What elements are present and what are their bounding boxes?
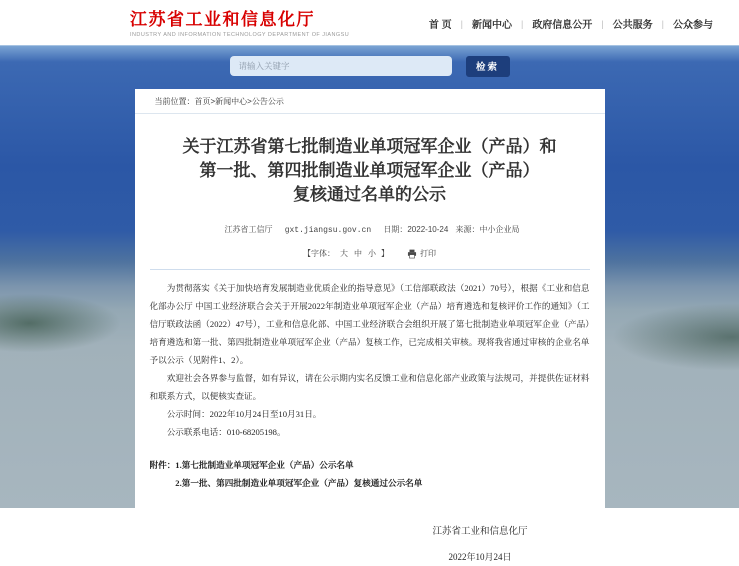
article-date-value: 2022-10-24: [407, 225, 449, 234]
attachment-line: [150, 456, 590, 474]
site-logo-subtitle: INDUSTRY AND INFORMATION TECHNOLOGY DEPARTMENT OF JIANGSU: [130, 31, 350, 38]
main-nav: [429, 16, 713, 31]
nav-separator: |: [520, 18, 524, 29]
nav-item-public-service[interactable]: 公共服务: [612, 20, 653, 31]
article-title-line: 第一批、第四批制造业单项冠军企业（产品）: [199, 161, 540, 180]
font-size-small-button[interactable]: 小: [368, 249, 376, 258]
site-logo[interactable]: [130, 10, 349, 38]
site-logo-title: 江苏省工业和信息化厅: [130, 9, 315, 29]
article-paragraph: 公示时间：2022年10月24日至10月31日。: [166, 409, 322, 419]
article-paragraph: 公示联系电话：010-68205198。: [166, 427, 286, 437]
article-source-value: 中小企业局: [479, 225, 520, 234]
breadcrumb-news-center[interactable]: 新闻中心: [215, 97, 248, 106]
attachment-link-2[interactable]: 2.第一批、第四批制造业单项冠军企业（产品）复核通过公示名单: [175, 478, 423, 488]
font-size-medium-button[interactable]: 中: [354, 249, 362, 258]
article-signature: [432, 523, 527, 566]
breadcrumb-label: 当前位置：: [154, 97, 195, 106]
content-card: [135, 89, 605, 562]
breadcrumb-announcements[interactable]: 公告公示: [251, 97, 284, 106]
font-size-prefix: 【字体：: [303, 249, 335, 258]
article-body: [135, 270, 605, 562]
article-date-label: 日期：: [383, 225, 408, 234]
site-header: [0, 0, 739, 45]
search-bar: [0, 46, 739, 77]
article-paragraph: 为贯彻落实《关于加快培育发展制造业优质企业的指导意见》（工信部联政法（2021）70号），根据《工业和信息化部办公厅 中国工业经济联合会关于开展2022年制造业单项冠军企业（产品）培育遴选和复核评价工作的通知》（工信厅联政法函（2022）47号），工业和信息化部、中国工业经济联合会组织开展了第七批制造业单项冠军企业（产品）培育遴选和第一批、第四批制造业单项冠军企业（产品）复核工作，已完成相关审核。现将我省通过审核的企业名单予以公示（见附件1、2）。: [149, 283, 590, 365]
printer-icon: [407, 249, 417, 259]
article-publisher: 江苏省工信厅: [224, 225, 273, 234]
article-source: [456, 225, 520, 234]
font-size-large-button[interactable]: 大: [340, 249, 348, 258]
article-title-line: 复核通过名单的公示: [293, 185, 446, 204]
page-background: [0, 45, 739, 562]
nav-separator: |: [601, 18, 604, 29]
article-source-label: 来源：: [455, 225, 480, 234]
nav-separator: |: [460, 18, 463, 29]
attachments-label: 附件：: [149, 460, 176, 470]
breadcrumb-separator: >: [247, 97, 252, 106]
nav-item-news[interactable]: 新闻中心: [471, 20, 512, 31]
signature-date: 2022年10月24日: [448, 552, 512, 562]
nav-item-home[interactable]: 首 页: [428, 20, 452, 31]
search-button[interactable]: 检索: [466, 56, 510, 77]
article-meta: [135, 224, 605, 235]
article-site: gxt.jiangsu.gov.cn: [284, 226, 372, 235]
font-size-suffix: 】: [381, 249, 389, 258]
article-paragraph: 欢迎社会各界参与监督，如有异议，请在公示期内实名反馈工业和信息化部产业政策与法规司，并提供佐证材料和联系方式，以便核实查证。: [149, 373, 590, 401]
attachment-line: [150, 474, 590, 492]
nav-item-gov-info[interactable]: 政府信息公开: [532, 20, 593, 31]
breadcrumb-separator: >: [210, 97, 216, 106]
signature-org: 江苏省工业和信息化厅: [432, 527, 528, 537]
print-label: 打印: [420, 249, 436, 258]
attachments: [150, 456, 590, 492]
article-title: [161, 135, 579, 207]
print-button[interactable]: [407, 248, 436, 259]
breadcrumb: [135, 89, 605, 114]
breadcrumb-home[interactable]: 首页: [194, 97, 211, 106]
search-input[interactable]: [230, 56, 452, 76]
article-date: [383, 225, 448, 234]
attachment-link-1[interactable]: 1.第七批制造业单项冠军企业（产品）公示名单: [175, 460, 354, 470]
article-title-line: 关于江苏省第七批制造业单项冠军企业（产品）和: [182, 137, 557, 156]
font-controls: [135, 248, 605, 259]
nav-item-participation[interactable]: 公众参与: [673, 20, 713, 31]
nav-separator: |: [661, 18, 664, 29]
